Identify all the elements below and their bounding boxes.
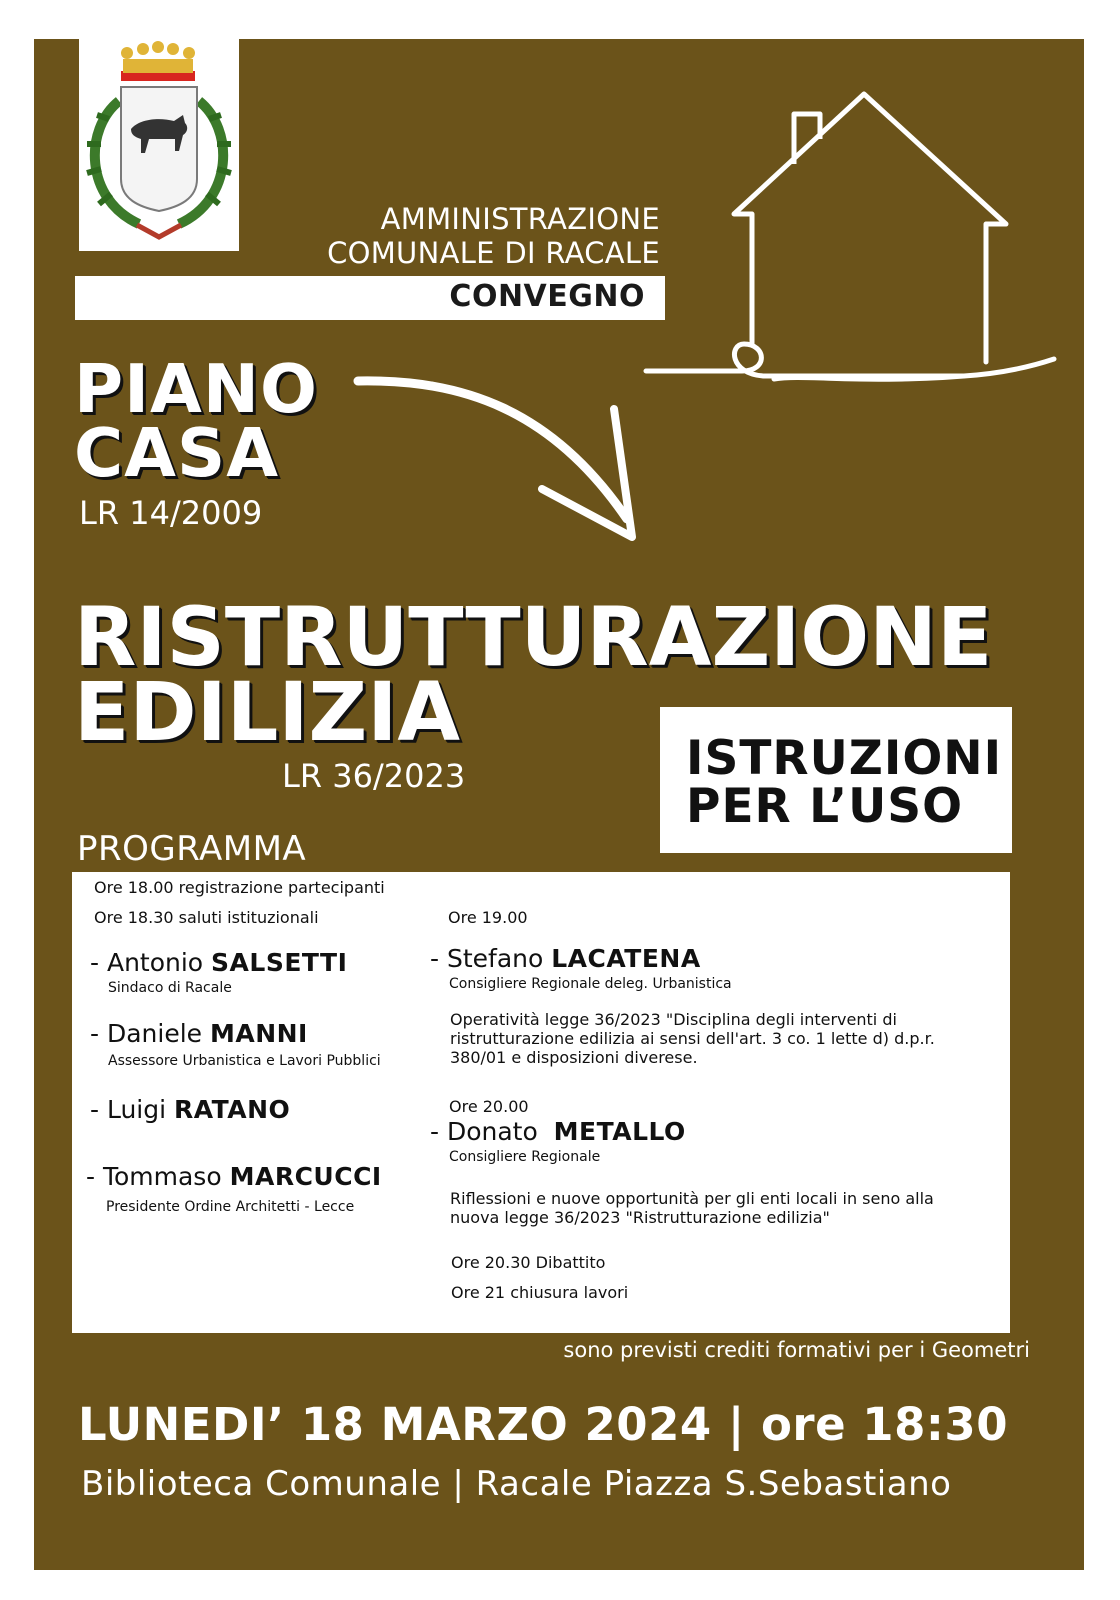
speaker-lacatena — [430, 944, 701, 973]
ristr-line-1: RISTRUTTURAZIONE — [74, 591, 993, 685]
piano-line-1: PIANO — [74, 350, 318, 428]
topic-line: nuova legge 36/2023 "Ristrutturazione edilizia" — [450, 1208, 830, 1227]
speaker-role: Consigliere Regionale — [449, 1149, 601, 1165]
topic-line: Riflessioni e nuove opportunità per gli enti locali in seno alla — [450, 1189, 934, 1208]
convegno-label: CONVEGNO — [449, 279, 645, 314]
topic-line: ristrutturazione edilizia ai sensi dell'art. 3 co. 1 lette d) d.p.r. — [450, 1029, 935, 1048]
speaker-first-name: - Stefano — [430, 944, 552, 973]
speaker-ratano — [90, 1095, 290, 1124]
speaker-role: Sindaco di Racale — [108, 980, 232, 996]
piano-casa-law: LR 14/2009 — [79, 494, 263, 532]
speaker-first-name: - Donato — [430, 1117, 554, 1146]
dibattito-time: Ore 20.30 Dibattito — [451, 1253, 606, 1272]
speaker-first-name: - Daniele — [90, 1019, 210, 1048]
speaker-metallo — [430, 1117, 686, 1146]
speaker-first-name: - Luigi — [90, 1095, 175, 1124]
ore-20: Ore 20.00 — [449, 1097, 529, 1116]
convegno-bar — [75, 276, 665, 320]
programma-title: PROGRAMMA — [77, 829, 307, 869]
organizer-name — [327, 202, 660, 270]
ore-19: Ore 19.00 — [448, 908, 528, 927]
house-outline-icon — [634, 84, 1064, 394]
speaker-role: Presidente Ordine Architetti - Lecce — [106, 1199, 355, 1215]
ristrutturazione-law: LR 36/2023 — [282, 757, 466, 795]
speaker-role: Assessore Urbanistica e Lavori Pubblici — [108, 1053, 381, 1069]
registrazione-time: Ore 18.00 registrazione partecipanti — [94, 878, 385, 897]
speaker-last-name: RATANO — [174, 1095, 291, 1124]
curved-arrow-icon — [352, 369, 652, 549]
piano-casa-title — [74, 350, 318, 492]
speaker-last-name: MARCUCCI — [229, 1162, 382, 1191]
istruzioni-box — [660, 707, 1012, 853]
saluti-time: Ore 18.30 saluti istituzionali — [94, 908, 319, 927]
ristr-line-2: EDILIZIA — [74, 666, 461, 760]
speaker-last-name: METALLO — [553, 1117, 686, 1146]
poster — [34, 39, 1084, 1570]
speaker-last-name: MANNI — [209, 1019, 308, 1048]
admin-line-2: COMUNALE DI RACALE — [327, 236, 660, 270]
speaker-marcucci — [86, 1162, 382, 1191]
event-date: LUNEDI’ 18 MARZO 2024 | ore 18:30 — [78, 1398, 1009, 1451]
istruzioni-line-2: PER L’USO — [686, 779, 964, 834]
speaker-salsetti — [90, 948, 347, 977]
programma-box — [72, 872, 1010, 1333]
topic-line: 380/01 e disposizioni diverese. — [450, 1048, 698, 1067]
topic-19 — [450, 1010, 935, 1067]
istruzioni-text — [686, 731, 1003, 834]
speaker-last-name: SALSETTI — [211, 948, 348, 977]
speaker-first-name: - Tommaso — [86, 1162, 230, 1191]
crediti-note: sono previsti crediti formativi per i Geometri — [563, 1338, 1030, 1362]
piano-line-2: CASA — [74, 414, 280, 492]
speaker-first-name: - Antonio — [90, 948, 212, 977]
speaker-role: Consigliere Regionale deleg. Urbanistica — [449, 976, 732, 992]
event-location: Biblioteca Comunale | Racale Piazza S.Sebastiano — [81, 1464, 952, 1504]
speaker-last-name: LACATENA — [551, 944, 701, 973]
chiusura-time: Ore 21 chiusura lavori — [451, 1283, 629, 1302]
speaker-manni — [90, 1019, 308, 1048]
topic-20 — [450, 1189, 934, 1227]
admin-line-1: AMMINISTRAZIONE — [380, 202, 660, 236]
istruzioni-line-1: ISTRUZIONI — [686, 731, 1003, 786]
topic-line: Operatività legge 36/2023 "Disciplina degli interventi di — [450, 1010, 897, 1029]
coat-of-arms-icon — [79, 39, 239, 251]
